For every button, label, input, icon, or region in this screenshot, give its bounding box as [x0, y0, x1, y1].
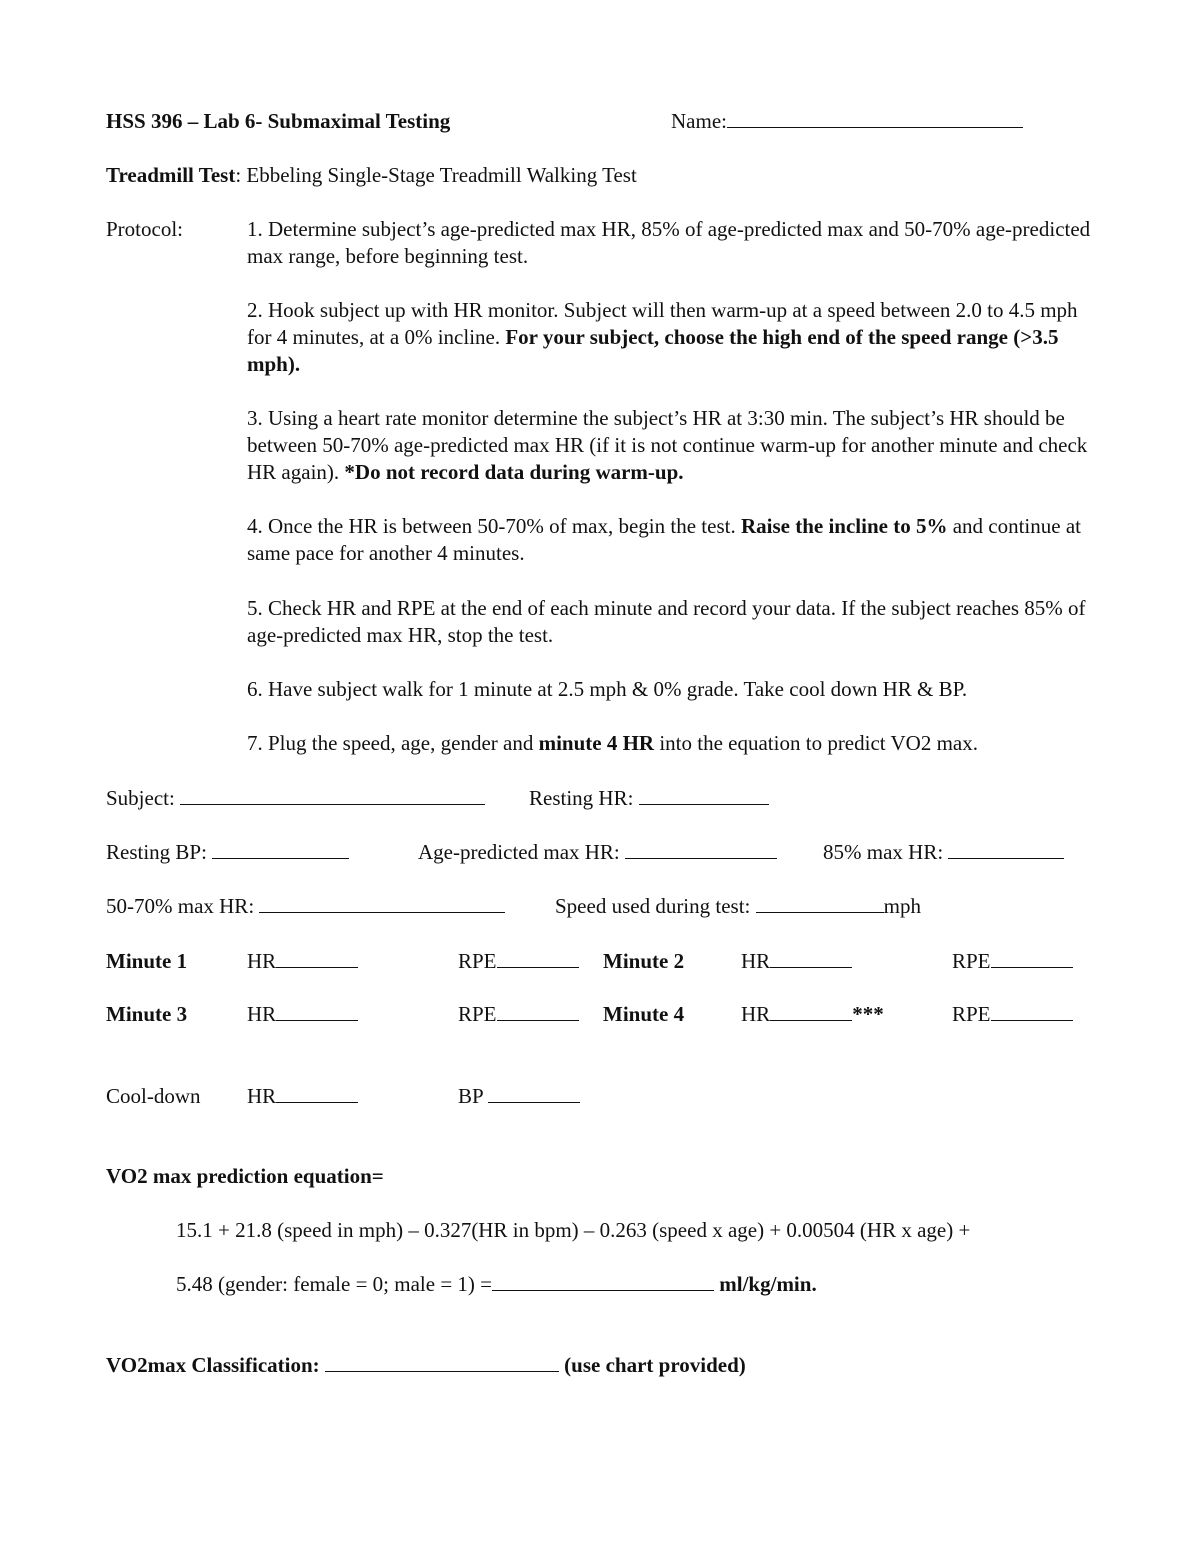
- age-predicted-max-hr-field[interactable]: [418, 839, 777, 866]
- classification-field[interactable]: [106, 1352, 746, 1379]
- minute-1-rpe-blank[interactable]: [497, 949, 579, 968]
- minute-2-rpe-field[interactable]: [952, 948, 1073, 975]
- name-blank[interactable]: [727, 109, 1023, 128]
- resting-bp-field[interactable]: [106, 839, 349, 866]
- speed-used-field[interactable]: [555, 893, 921, 920]
- max-hr-50-70-label: 50-70% max HR:: [106, 894, 255, 918]
- step-7-text-end: into the equation to predict VO2 max.: [654, 731, 978, 755]
- treadmill-test-text: : Ebbeling Single-Stage Treadmill Walking Test: [235, 163, 637, 187]
- max-hr-50-70-field[interactable]: [106, 893, 505, 920]
- treadmill-test-line: [106, 162, 637, 189]
- minute-2-hr-blank[interactable]: [770, 949, 852, 968]
- minute-2-hr-label: HR: [741, 949, 771, 973]
- age-predicted-max-hr-label: Age-predicted max HR:: [418, 840, 620, 864]
- minute-2-hr-field[interactable]: [741, 948, 852, 975]
- step-2-text: 2. Hook subject up with HR monitor. Subject will then warm-up at a speed between 2.0 to 4.5 mph for 4 minutes, at a 0% incline.: [247, 298, 1078, 349]
- subject-field[interactable]: [106, 785, 485, 812]
- protocol-step-2: [247, 297, 1097, 378]
- resting-bp-label: Resting BP:: [106, 840, 207, 864]
- page-title: HSS 396 – Lab 6- Submaximal Testing: [106, 109, 451, 133]
- cool-down-bp-label: BP: [458, 1084, 483, 1108]
- minute-1-hr-label: HR: [247, 949, 277, 973]
- minute-1-hr-blank[interactable]: [276, 949, 358, 968]
- minute-2-rpe-blank[interactable]: [991, 949, 1073, 968]
- resting-hr-field[interactable]: [529, 785, 769, 812]
- equation-line-1: 15.1 + 21.8 (speed in mph) – 0.327(HR in bpm) – 0.263 (speed x age) + 0.00504 (HR x age) +: [176, 1218, 971, 1242]
- protocol-label: Protocol:: [106, 217, 183, 241]
- subject-blank[interactable]: [180, 786, 485, 805]
- name-field[interactable]: [671, 108, 1023, 135]
- resting-bp-blank[interactable]: [212, 840, 349, 859]
- max-hr-85-label: 85% max HR:: [823, 840, 944, 864]
- minute-3-rpe-blank[interactable]: [497, 1002, 579, 1021]
- vo2-result-blank[interactable]: [492, 1272, 714, 1291]
- resting-hr-label: Resting HR:: [529, 786, 634, 810]
- cool-down-hr-blank[interactable]: [276, 1084, 358, 1103]
- minute-4-rpe-field[interactable]: [952, 1001, 1073, 1028]
- speed-unit: mph: [883, 894, 921, 918]
- classification-label: VO2max Classification:: [106, 1353, 320, 1377]
- step-3-text: 3. Using a heart rate monitor determine the subject’s HR at 3:30 min. The subject’s HR should be between 50-70% age-predicted max HR (if it is not continue warm-up for another minute and check HR again).: [247, 406, 1088, 484]
- max-hr-85-blank[interactable]: [948, 840, 1064, 859]
- minute-3-hr-field[interactable]: [247, 1001, 358, 1028]
- step-7-text: 7. Plug the speed, age, gender and: [247, 731, 539, 755]
- resting-hr-blank[interactable]: [639, 786, 769, 805]
- minute-3-rpe-field[interactable]: [458, 1001, 579, 1028]
- protocol-step-1: 1. Determine subject’s age-predicted max HR, 85% of age-predicted max and 50-70% age-predicted max range, before beginning test.: [247, 217, 1091, 268]
- minute-1-rpe-label: RPE: [458, 949, 497, 973]
- minute-4-label: Minute 4: [603, 1002, 685, 1026]
- minute-4-stars: ***: [852, 1002, 884, 1026]
- cool-down-hr-label: HR: [247, 1084, 277, 1108]
- equation-heading: VO2 max prediction equation=: [106, 1164, 384, 1188]
- subject-label: Subject:: [106, 786, 175, 810]
- minute-1-hr-field[interactable]: [247, 948, 358, 975]
- minute-3-rpe-label: RPE: [458, 1002, 497, 1026]
- cool-down-label: Cool-down: [106, 1084, 201, 1108]
- minute-4-hr-label: HR: [741, 1002, 771, 1026]
- minute-3-hr-blank[interactable]: [276, 1002, 358, 1021]
- step-4-text-end: and continue at same pace for another 4 minutes.: [247, 514, 1081, 565]
- step-2-bold: For your subject, choose the high end of the speed range (>3.5 mph).: [247, 325, 1059, 376]
- step-4-bold: Raise the incline to 5%: [740, 514, 948, 538]
- name-label: Name:: [671, 109, 727, 133]
- protocol-step-7: [247, 730, 1097, 757]
- minute-1-label: Minute 1: [106, 949, 188, 973]
- minute-4-rpe-blank[interactable]: [991, 1002, 1073, 1021]
- cool-down-hr-field[interactable]: [247, 1083, 358, 1110]
- protocol-step-4: [247, 513, 1097, 567]
- classification-blank[interactable]: [325, 1353, 559, 1372]
- minute-4-rpe-label: RPE: [952, 1002, 991, 1026]
- equation-line-2-text: 5.48 (gender: female = 0; male = 1) =: [176, 1272, 493, 1296]
- equation-line-2[interactable]: [176, 1271, 817, 1298]
- minute-1-rpe-field[interactable]: [458, 948, 579, 975]
- step-4-text: 4. Once the HR is between 50-70% of max, begin the test.: [247, 514, 741, 538]
- protocol-step-3: [247, 405, 1097, 486]
- step-7-bold: minute 4 HR: [538, 731, 655, 755]
- minute-2-label: Minute 2: [603, 949, 685, 973]
- minute-3-label: Minute 3: [106, 1002, 188, 1026]
- cool-down-bp-field[interactable]: [458, 1083, 580, 1110]
- max-hr-85-field[interactable]: [823, 839, 1064, 866]
- classification-note: (use chart provided): [564, 1353, 746, 1377]
- speed-used-label: Speed used during test:: [555, 894, 751, 918]
- protocol-step-5: 5. Check HR and RPE at the end of each minute and record your data. If the subject reaches 85% of age-predicted max HR, stop the test.: [247, 596, 1086, 647]
- age-predicted-max-hr-blank[interactable]: [625, 840, 777, 859]
- minute-3-hr-label: HR: [247, 1002, 277, 1026]
- cool-down-bp-blank[interactable]: [488, 1084, 580, 1103]
- max-hr-50-70-blank[interactable]: [259, 894, 505, 913]
- minute-4-hr-field[interactable]: [741, 1001, 884, 1028]
- step-3-bold: *Do not record data during warm-up.: [344, 460, 684, 484]
- minute-2-rpe-label: RPE: [952, 949, 991, 973]
- protocol-step-6: 6. Have subject walk for 1 minute at 2.5 mph & 0% grade. Take cool down HR & BP.: [247, 677, 968, 701]
- speed-used-blank[interactable]: [756, 894, 884, 913]
- treadmill-test-label: Treadmill Test: [106, 163, 236, 187]
- equation-unit: ml/kg/min.: [719, 1272, 817, 1296]
- minute-4-hr-blank[interactable]: [770, 1002, 852, 1021]
